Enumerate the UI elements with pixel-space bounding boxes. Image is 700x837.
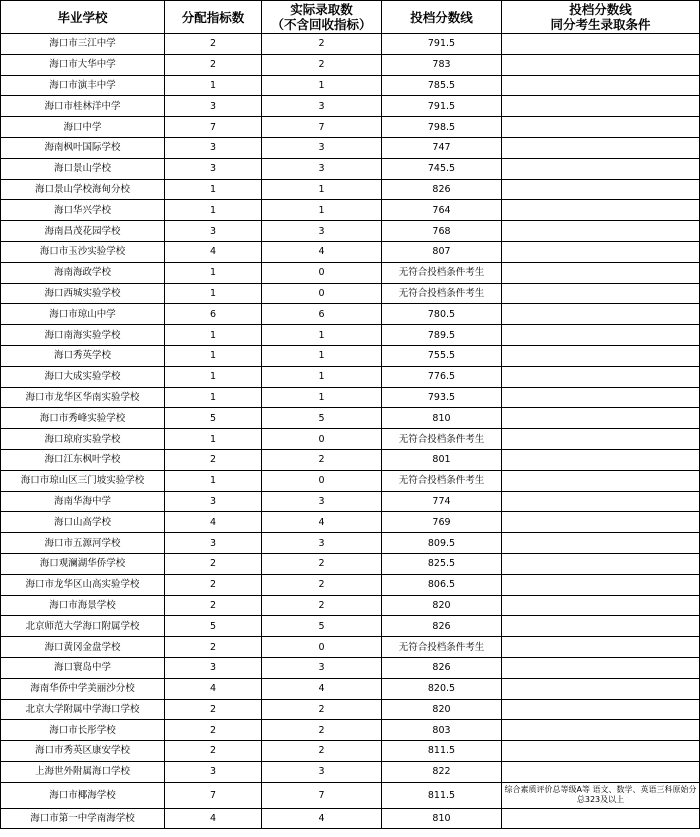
cutoff-cell: 826 <box>382 616 502 637</box>
tie-condition-cell <box>502 678 700 699</box>
school-cell: 上海世外附属海口学校 <box>1 761 165 782</box>
admitted-cell: 2 <box>262 595 382 616</box>
admitted-cell: 6 <box>262 304 382 325</box>
school-cell: 海口景山学校 <box>1 158 165 179</box>
table-row <box>1 512 700 533</box>
school-cell: 海南华侨中学美丽沙分校 <box>1 678 165 699</box>
admitted-cell: 3 <box>262 761 382 782</box>
header-row <box>1 1 700 34</box>
school-cell: 海口市秀英区康安学校 <box>1 741 165 762</box>
school-cell: 海口市五源河学校 <box>1 533 165 554</box>
cutoff-cell: 825.5 <box>382 553 502 574</box>
header-allocated: 分配指标数 <box>165 1 262 34</box>
cutoff-cell: 无符合投档条件考生 <box>382 429 502 450</box>
school-cell: 海口山高学校 <box>1 512 165 533</box>
header-tie-line2: 同分考生录取条件 <box>550 17 651 32</box>
admitted-cell: 4 <box>262 808 382 829</box>
cutoff-cell: 774 <box>382 491 502 512</box>
admitted-cell: 2 <box>262 449 382 470</box>
table-row <box>1 657 700 678</box>
table-row <box>1 491 700 512</box>
school-cell: 海口市长彤学校 <box>1 720 165 741</box>
admitted-cell: 0 <box>262 429 382 450</box>
school-cell: 海口中学 <box>1 117 165 138</box>
tie-condition-cell <box>502 34 700 55</box>
admitted-cell: 1 <box>262 179 382 200</box>
school-cell: 海口市龙华区山高实验学校 <box>1 574 165 595</box>
admitted-cell: 0 <box>262 470 382 491</box>
admitted-cell: 3 <box>262 158 382 179</box>
cutoff-cell: 769 <box>382 512 502 533</box>
cutoff-cell: 810 <box>382 808 502 829</box>
header-tie-line1: 投档分数线 <box>569 2 632 17</box>
table-row <box>1 699 700 720</box>
table-row <box>1 34 700 55</box>
table-row <box>1 241 700 262</box>
cutoff-cell: 无符合投档条件考生 <box>382 283 502 304</box>
school-cell: 海南枫叶国际学校 <box>1 137 165 158</box>
allocated-cell: 2 <box>165 637 262 658</box>
school-cell: 海口西城实验学校 <box>1 283 165 304</box>
cutoff-cell: 789.5 <box>382 325 502 346</box>
cutoff-cell: 809.5 <box>382 533 502 554</box>
table-row <box>1 808 700 829</box>
allocated-cell: 2 <box>165 34 262 55</box>
cutoff-cell: 801 <box>382 449 502 470</box>
cutoff-cell: 820 <box>382 595 502 616</box>
table-row <box>1 345 700 366</box>
allocated-cell: 3 <box>165 533 262 554</box>
cutoff-cell: 791.5 <box>382 34 502 55</box>
tie-condition-cell <box>502 491 700 512</box>
school-cell: 海口黄冈金盘学校 <box>1 637 165 658</box>
allocated-cell: 1 <box>165 283 262 304</box>
allocated-cell: 7 <box>165 782 262 808</box>
allocated-cell: 1 <box>165 345 262 366</box>
tie-condition-cell <box>502 808 700 829</box>
allocated-cell: 1 <box>165 179 262 200</box>
cutoff-cell: 755.5 <box>382 345 502 366</box>
table-row <box>1 678 700 699</box>
school-cell: 海口市演丰中学 <box>1 75 165 96</box>
cutoff-cell: 798.5 <box>382 117 502 138</box>
admitted-cell: 2 <box>262 553 382 574</box>
school-cell: 海口南海实验学校 <box>1 325 165 346</box>
table-row <box>1 304 700 325</box>
cutoff-cell: 780.5 <box>382 304 502 325</box>
allocated-cell: 1 <box>165 200 262 221</box>
cutoff-cell: 822 <box>382 761 502 782</box>
cutoff-cell: 807 <box>382 241 502 262</box>
school-cell: 海口市秀峰实验学校 <box>1 408 165 429</box>
allocated-cell: 3 <box>165 491 262 512</box>
tie-condition-cell <box>502 54 700 75</box>
allocated-cell: 2 <box>165 54 262 75</box>
cutoff-cell: 810 <box>382 408 502 429</box>
allocated-cell: 6 <box>165 304 262 325</box>
admitted-cell: 2 <box>262 54 382 75</box>
school-cell: 海南华海中学 <box>1 491 165 512</box>
allocated-cell: 1 <box>165 470 262 491</box>
admitted-cell: 7 <box>262 782 382 808</box>
school-cell: 海南昌茂花园学校 <box>1 221 165 242</box>
tie-condition-cell <box>502 533 700 554</box>
allocated-cell: 4 <box>165 241 262 262</box>
school-cell: 海口市琼山区三门坡实验学校 <box>1 470 165 491</box>
allocated-cell: 3 <box>165 761 262 782</box>
tie-condition-cell <box>502 241 700 262</box>
school-cell: 海口市琼山中学 <box>1 304 165 325</box>
allocated-cell: 2 <box>165 595 262 616</box>
tie-condition-cell <box>502 221 700 242</box>
table-row <box>1 262 700 283</box>
school-cell: 北京师范大学海口附属学校 <box>1 616 165 637</box>
cutoff-cell: 764 <box>382 200 502 221</box>
allocated-cell: 2 <box>165 574 262 595</box>
cutoff-cell: 776.5 <box>382 366 502 387</box>
school-cell: 海口大成实验学校 <box>1 366 165 387</box>
allocated-cell: 2 <box>165 720 262 741</box>
table-row <box>1 54 700 75</box>
tie-condition-cell <box>502 325 700 346</box>
admitted-cell: 2 <box>262 720 382 741</box>
admitted-cell: 0 <box>262 637 382 658</box>
cutoff-cell: 768 <box>382 221 502 242</box>
table-row <box>1 595 700 616</box>
admitted-cell: 2 <box>262 574 382 595</box>
table-row <box>1 761 700 782</box>
table-row <box>1 158 700 179</box>
allocated-cell: 1 <box>165 366 262 387</box>
table-row <box>1 325 700 346</box>
admitted-cell: 3 <box>262 491 382 512</box>
table-row <box>1 179 700 200</box>
cutoff-cell: 无符合投档条件考生 <box>382 470 502 491</box>
cutoff-cell: 811.5 <box>382 741 502 762</box>
admitted-cell: 2 <box>262 699 382 720</box>
admitted-cell: 4 <box>262 512 382 533</box>
table-row <box>1 75 700 96</box>
table-row <box>1 449 700 470</box>
table-row <box>1 616 700 637</box>
admitted-cell: 1 <box>262 200 382 221</box>
tie-condition-cell <box>502 96 700 117</box>
admitted-cell: 1 <box>262 366 382 387</box>
table-row <box>1 387 700 408</box>
admitted-cell: 5 <box>262 616 382 637</box>
admitted-cell: 1 <box>262 345 382 366</box>
tie-condition-cell <box>502 595 700 616</box>
school-cell: 海口景山学校海甸分校 <box>1 179 165 200</box>
cutoff-cell: 793.5 <box>382 387 502 408</box>
tie-condition-cell <box>502 553 700 574</box>
school-cell: 北京大学附属中学海口学校 <box>1 699 165 720</box>
cutoff-cell: 806.5 <box>382 574 502 595</box>
cutoff-cell: 826 <box>382 179 502 200</box>
tie-condition-cell <box>502 158 700 179</box>
table-row <box>1 637 700 658</box>
cutoff-cell: 826 <box>382 657 502 678</box>
table-row <box>1 200 700 221</box>
school-cell: 海口市大华中学 <box>1 54 165 75</box>
tie-condition-cell <box>502 657 700 678</box>
admitted-cell: 3 <box>262 96 382 117</box>
tie-condition-cell <box>502 75 700 96</box>
cutoff-cell: 785.5 <box>382 75 502 96</box>
allocated-cell: 3 <box>165 158 262 179</box>
tie-condition-cell <box>502 449 700 470</box>
allocated-cell: 2 <box>165 553 262 574</box>
tie-condition-cell <box>502 637 700 658</box>
allocated-cell: 1 <box>165 262 262 283</box>
tie-condition-cell <box>502 283 700 304</box>
school-cell: 海口江东枫叶学校 <box>1 449 165 470</box>
table-row <box>1 782 700 808</box>
table-row <box>1 470 700 491</box>
school-cell: 海口市玉沙实验学校 <box>1 241 165 262</box>
table-row <box>1 117 700 138</box>
allocated-cell: 2 <box>165 699 262 720</box>
allocated-cell: 1 <box>165 75 262 96</box>
cutoff-cell: 791.5 <box>382 96 502 117</box>
tie-condition-cell <box>502 200 700 221</box>
school-cell: 海南海政学校 <box>1 262 165 283</box>
allocated-cell: 1 <box>165 429 262 450</box>
cutoff-cell: 747 <box>382 137 502 158</box>
tie-condition-cell: 综合素质评价总等级A等 语文、数学、英语三科原始分总323及以上 <box>502 782 700 808</box>
table-row <box>1 283 700 304</box>
tie-condition-cell <box>502 408 700 429</box>
header-admitted <box>262 1 382 34</box>
allocated-cell: 4 <box>165 678 262 699</box>
school-cell: 海口市椰海学校 <box>1 782 165 808</box>
school-cell: 海口秀英学校 <box>1 345 165 366</box>
table-row <box>1 741 700 762</box>
table-body <box>1 34 700 829</box>
tie-condition-cell <box>502 262 700 283</box>
allocated-cell: 4 <box>165 808 262 829</box>
admitted-cell: 3 <box>262 657 382 678</box>
admitted-cell: 0 <box>262 283 382 304</box>
school-cell: 海口市海景学校 <box>1 595 165 616</box>
admitted-cell: 3 <box>262 533 382 554</box>
admitted-cell: 2 <box>262 34 382 55</box>
tie-condition-cell <box>502 137 700 158</box>
table-row <box>1 720 700 741</box>
admitted-cell: 3 <box>262 221 382 242</box>
admitted-cell: 1 <box>262 387 382 408</box>
header-cutoff: 投档分数线 <box>382 1 502 34</box>
admitted-cell: 0 <box>262 262 382 283</box>
school-cell: 海口市龙华区华南实验学校 <box>1 387 165 408</box>
admitted-cell: 7 <box>262 117 382 138</box>
tie-condition-cell <box>502 699 700 720</box>
table-row <box>1 366 700 387</box>
table-row <box>1 533 700 554</box>
tie-condition-cell <box>502 720 700 741</box>
table-row <box>1 96 700 117</box>
school-cell: 海口寰岛中学 <box>1 657 165 678</box>
tie-condition-cell <box>502 179 700 200</box>
cutoff-cell: 803 <box>382 720 502 741</box>
header-school: 毕业学校 <box>1 1 165 34</box>
header-tie-condition <box>502 1 700 34</box>
cutoff-cell: 无符合投档条件考生 <box>382 637 502 658</box>
cutoff-cell: 745.5 <box>382 158 502 179</box>
header-admitted-line1: 实际录取数 <box>290 2 353 17</box>
tie-condition-cell <box>502 741 700 762</box>
allocated-cell: 1 <box>165 325 262 346</box>
allocated-cell: 2 <box>165 449 262 470</box>
tie-condition-cell <box>502 304 700 325</box>
allocated-cell: 4 <box>165 512 262 533</box>
admitted-cell: 3 <box>262 137 382 158</box>
tie-condition-cell <box>502 616 700 637</box>
tie-condition-cell <box>502 345 700 366</box>
allocated-cell: 3 <box>165 657 262 678</box>
school-cell: 海口市桂林洋中学 <box>1 96 165 117</box>
school-cell: 海口观澜湖华侨学校 <box>1 553 165 574</box>
table-row <box>1 574 700 595</box>
allocated-cell: 3 <box>165 221 262 242</box>
allocated-cell: 1 <box>165 387 262 408</box>
admitted-cell: 5 <box>262 408 382 429</box>
allocated-cell: 3 <box>165 96 262 117</box>
admitted-cell: 4 <box>262 241 382 262</box>
tie-condition-cell <box>502 512 700 533</box>
allocated-cell: 5 <box>165 616 262 637</box>
school-cell: 海口华兴学校 <box>1 200 165 221</box>
cutoff-cell: 811.5 <box>382 782 502 808</box>
cutoff-cell: 783 <box>382 54 502 75</box>
cutoff-cell: 无符合投档条件考生 <box>382 262 502 283</box>
header-admitted-line2: （不含回收指标） <box>271 17 372 32</box>
school-cell: 海口市三江中学 <box>1 34 165 55</box>
school-cell: 海口琼府实验学校 <box>1 429 165 450</box>
table-row <box>1 221 700 242</box>
allocated-cell: 3 <box>165 137 262 158</box>
allocated-cell: 2 <box>165 741 262 762</box>
admitted-cell: 1 <box>262 75 382 96</box>
admitted-cell: 2 <box>262 741 382 762</box>
allocated-cell: 5 <box>165 408 262 429</box>
allocated-cell: 7 <box>165 117 262 138</box>
cutoff-cell: 820 <box>382 699 502 720</box>
admitted-cell: 4 <box>262 678 382 699</box>
table-row <box>1 408 700 429</box>
tie-condition-cell <box>502 429 700 450</box>
table-row <box>1 137 700 158</box>
table-row <box>1 553 700 574</box>
cutoff-cell: 820.5 <box>382 678 502 699</box>
tie-condition-cell <box>502 387 700 408</box>
tie-condition-cell <box>502 574 700 595</box>
tie-condition-cell <box>502 117 700 138</box>
table-row <box>1 429 700 450</box>
tie-condition-cell <box>502 470 700 491</box>
tie-condition-cell <box>502 366 700 387</box>
tie-condition-cell <box>502 761 700 782</box>
admitted-cell: 1 <box>262 325 382 346</box>
school-cell: 海口市第一中学南海学校 <box>1 808 165 829</box>
